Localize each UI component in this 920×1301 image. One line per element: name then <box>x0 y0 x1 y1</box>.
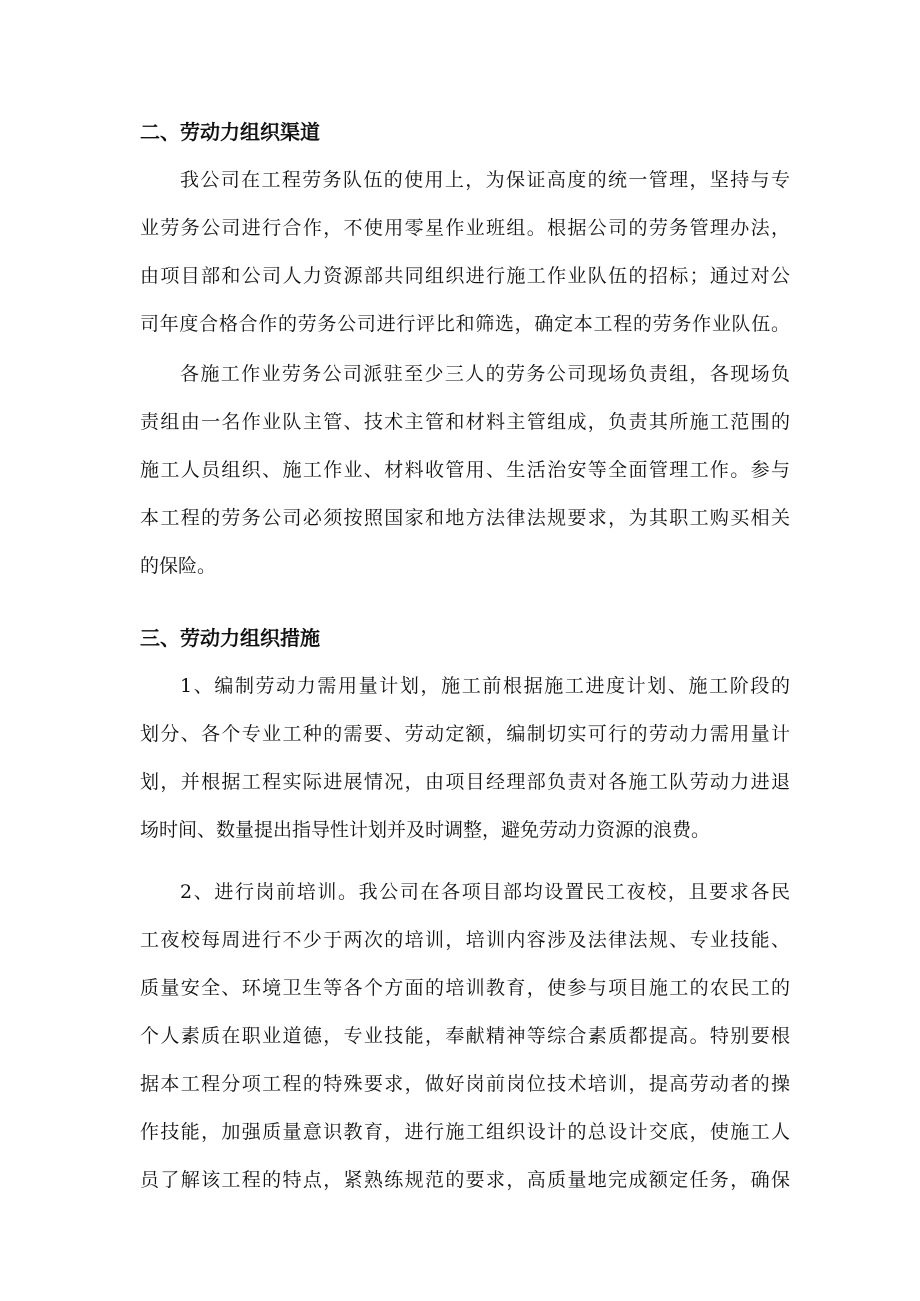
text-line: 我公司在工程劳务队伍的使用上，为保证高度的统一管理，坚持与专 <box>180 169 790 191</box>
text-line: 划分、各个专业工种的需要、劳动定额，编制切实可行的劳动力需用量计 <box>140 723 790 745</box>
paragraph-site-responsible-group <box>140 350 790 590</box>
list-item-pre-job-training <box>140 868 790 1204</box>
text-line: 的保险。 <box>140 555 217 577</box>
text-line: 个人素质在职业道德，专业技能，奉献精神等综合素质都提高。特别要根 <box>140 1025 790 1047</box>
text-line: 2、进行岗前培训。我公司在各项目部均设置民工夜校，且要求各民 <box>180 881 790 903</box>
text-line: 责组由一名作业队主管、技术主管和材料主管组成，负责其所施工范围的 <box>140 411 790 433</box>
section-heading-labor-measures: 三、劳动力组织措施 <box>140 626 320 650</box>
text-line: 各施工作业劳务公司派驻至少三人的劳务公司现场负责组，各现场负 <box>180 363 790 385</box>
text-line: 司年度合格合作的劳务公司进行评比和筛选，确定本工程的劳务作业队伍。 <box>140 313 790 335</box>
paragraph-labor-team-usage <box>140 156 790 348</box>
text-line: 1、编制劳动力需用量计划，施工前根据施工进度计划、施工阶段的 <box>180 675 790 697</box>
text-line: 由项目部和公司人力资源部共同组织进行施工作业队伍的招标；通过对公 <box>140 265 790 287</box>
text-line: 本工程的劳务公司必须按照国家和地方法律法规要求，为其职工购买相关 <box>140 507 790 529</box>
section-heading-labor-channels: 二、劳动力组织渠道 <box>140 120 320 144</box>
text-line: 划，并根据工程实际进展情况，由项目经理部负责对各施工队劳动力进退 <box>140 771 790 793</box>
text-line: 工夜校每周进行不少于两次的培训，培训内容涉及法律法规、专业技能、 <box>140 929 790 951</box>
text-line: 施工人员组织、施工作业、材料收管用、生活治安等全面管理工作。参与 <box>140 459 790 481</box>
text-line: 员了解该工程的特点，紧熟练规范的要求，高质量地完成额定任务，确保 <box>140 1169 790 1191</box>
list-item-labor-demand-plan <box>140 662 790 854</box>
text-line: 业劳务公司进行合作，不使用零星作业班组。根据公司的劳务管理办法， <box>140 217 790 239</box>
text-line: 据本工程分项工程的特殊要求，做好岗前岗位技术培训，提高劳动者的操 <box>140 1073 790 1095</box>
text-line: 质量安全、环境卫生等各个方面的培训教育，使参与项目施工的农民工的 <box>140 977 790 999</box>
text-line: 场时间、数量提出指导性计划并及时调整，避免劳动力资源的浪费。 <box>140 819 711 841</box>
text-line: 作技能，加强质量意识教育，进行施工组织设计的总设计交底，使施工人 <box>140 1121 790 1143</box>
